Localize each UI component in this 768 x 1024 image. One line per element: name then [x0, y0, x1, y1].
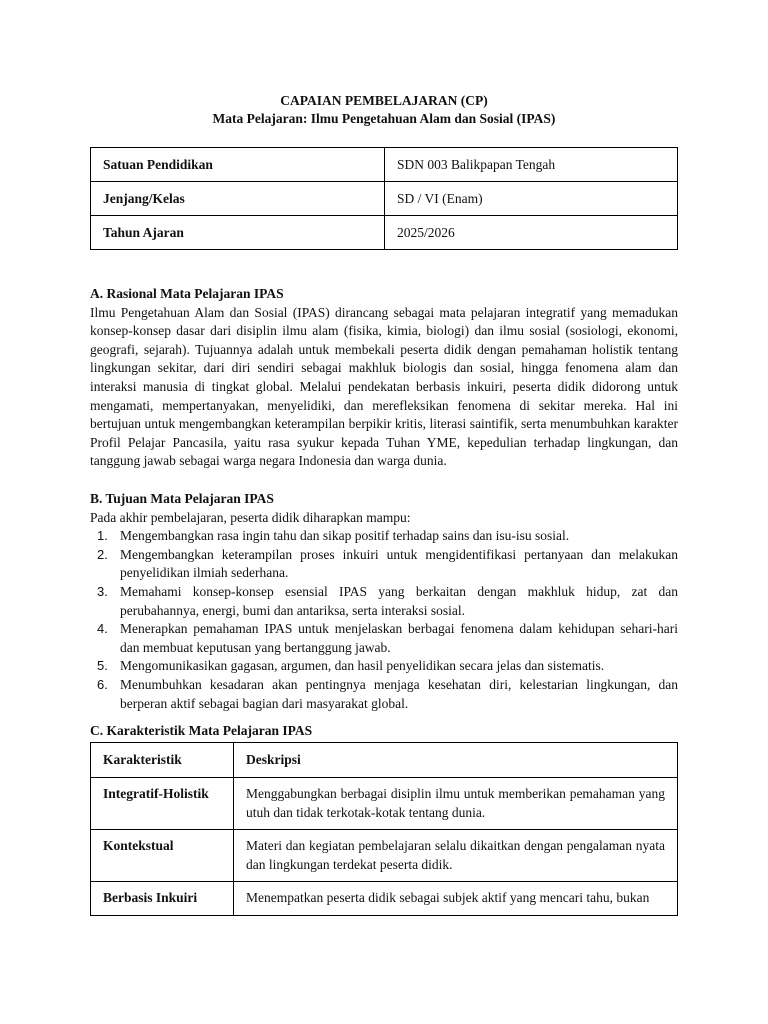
- table-cell-name: Integratif-Holistik: [91, 778, 234, 830]
- table-cell-desc: Menggabungkan berbagai disiplin ilmu untuk memberikan pemahaman yang utuh dan tidak terkotak-kotak tentang dunia.: [234, 778, 678, 830]
- table-cell-desc: Materi dan kegiatan pembelajaran selalu dikaitkan dengan pengalaman nyata dan lingkungan terdekat peserta didik.: [234, 830, 678, 882]
- info-value: 2025/2026: [385, 216, 678, 250]
- info-label: Tahun Ajaran: [91, 216, 385, 250]
- section-a-heading: A. Rasional Mata Pelajaran IPAS: [90, 286, 284, 301]
- section-b-intro: Pada akhir pembelajaran, peserta didik diharapkan mampu:: [90, 509, 411, 525]
- table-row: [91, 882, 678, 916]
- section-c: [90, 722, 678, 741]
- list-text: Memahami konsep-konsep esensial IPAS yang berkaitan dengan makhluk hidup, zat dan perubahannya, energi, bumi dan antariksa, serta interaksi sosial.: [120, 583, 678, 618]
- list-number: 5.: [97, 658, 108, 674]
- column-header: Karakteristik: [91, 743, 234, 778]
- table-cell-desc: Menempatkan peserta didik sebagai subjek aktif yang mencari tahu, bukan: [234, 882, 678, 916]
- table-row: [91, 778, 678, 830]
- section-b-heading: B. Tujuan Mata Pelajaran IPAS: [90, 491, 274, 506]
- info-row: [91, 148, 678, 182]
- list-item: [90, 527, 678, 546]
- section-a-body: Ilmu Pengetahuan Alam dan Sosial (IPAS) dirancang sebagai mata pelajaran integratif yang memadukan konsep-konsep dasar dari disiplin ilmu alam (fisika, kimia, biologi) dan ilmu sosial (sosiologi, ekonomi, geografi, sejarah). Tujuannya adalah untuk membekali peserta didik dengan pemahaman holistik tentang lingkungan sekitar, dari diri sendiri sebagai makhluk biologis dan sosial, hingga fenomena alam dan interaksi manusia di tingkat global. Melalui pendekatan berbasis inkuiri, peserta didik didorong untuk mengamati, mempertanyakan, menyelidiki, dan merefleksikan fenomena di sekitar mereka. Hal ini bertujuan untuk mengembangkan keterampilan berpikir kritis, literasi saintifik, serta menumbuhkan karakter Profil Pelajar Pancasila, yaitu rasa syukur kepada Tuhan YME, kepedulian terhadap lingkungan, dan tanggung jawab sebagai warga negara Indonesia dan warga dunia.: [90, 304, 678, 469]
- list-item: [90, 546, 678, 583]
- list-number: 3.: [97, 583, 108, 599]
- info-value: SD / VI (Enam): [385, 182, 678, 216]
- list-text: Mengembangkan rasa ingin tahu dan sikap positif terhadap sains dan isu-isu sosial.: [120, 528, 570, 544]
- list-item: [90, 657, 678, 676]
- objectives-list: [90, 527, 678, 713]
- document-subtitle: Mata Pelajaran: Ilmu Pengetahuan Alam dan Sosial (IPAS): [212, 111, 556, 126]
- list-number: 2.: [97, 546, 108, 562]
- section-b: [90, 490, 678, 713]
- section-c-heading: C. Karakteristik Mata Pelajaran IPAS: [90, 723, 313, 738]
- list-number: 1.: [97, 528, 108, 544]
- section-a: [90, 285, 678, 471]
- list-text: Mengomunikasikan gagasan, argumen, dan hasil penyelidikan secara jelas dan sistematis.: [120, 658, 605, 674]
- info-value: SDN 003 Balikpapan Tengah: [385, 148, 678, 182]
- table-header-row: [91, 743, 678, 778]
- list-item: [90, 620, 678, 657]
- column-header: Deskripsi: [234, 743, 678, 778]
- info-row: [91, 182, 678, 216]
- document-title: CAPAIAN PEMBELAJARAN (CP): [280, 93, 488, 108]
- list-text: Menerapkan pemahaman IPAS untuk menjelaskan berbagai fenomena dalam kehidupan sehari-hari dan membuat keputusan yang bertanggung jawab.: [120, 621, 678, 655]
- list-item: [90, 676, 678, 713]
- table-row: [91, 830, 678, 882]
- table-cell-name: Kontekstual: [91, 830, 234, 882]
- info-label: Jenjang/Kelas: [91, 182, 385, 216]
- info-row: [91, 216, 678, 250]
- info-table: [90, 147, 678, 250]
- list-number: 4.: [97, 621, 108, 637]
- list-text: Mengembangkan keterampilan proses inkuiri untuk mengidentifikasi pertanyaan dan melakukan penyelidikan ilmiah sederhana.: [120, 546, 678, 581]
- list-text: Menumbuhkan kesadaran akan pentingnya menjaga kesehatan diri, kelestarian lingkungan, dan berperan aktif sebagai bagian dari masyarakat global.: [120, 676, 678, 711]
- table-cell-name: Berbasis Inkuiri: [91, 882, 234, 916]
- list-item: [90, 583, 678, 620]
- list-number: 6.: [97, 676, 108, 692]
- info-label: Satuan Pendidikan: [91, 148, 385, 182]
- characteristics-table: [90, 742, 678, 916]
